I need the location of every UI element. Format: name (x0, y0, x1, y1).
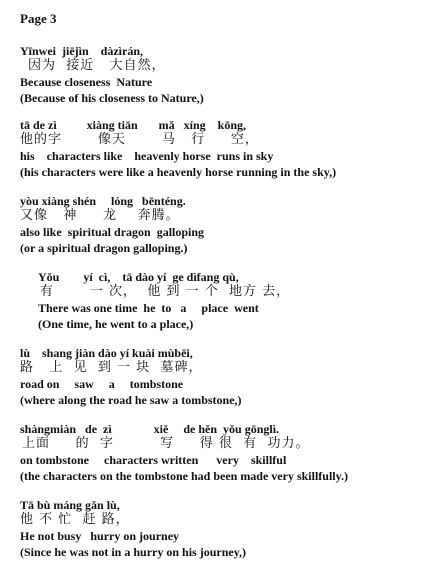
hanzi-line: 因为 接近 大自然， (28, 58, 166, 73)
pinyin-line: yòu xiàng shén lóng bēnténg. (20, 194, 186, 208)
gloss-line: on tombstone characters written very skillful (20, 453, 287, 467)
pinyin-line: Tā bù máng gǎn lù, (20, 498, 120, 512)
hanzi-line: 又像 神 龙 奔腾。 (20, 208, 180, 223)
translation-line: (One time, he went to a place,) (38, 317, 194, 331)
hanzi-line: 路 上 见 到 一 块 墓碑， (20, 360, 203, 375)
pinyin-line: Yǒu yí cì, tā dào yí ge dìfang qù, (38, 270, 239, 284)
translation-line: (where along the road he saw a tombstone,) (20, 393, 242, 407)
gloss-line: There was one time he to a place went (38, 301, 259, 315)
translation-line: (or a spiritual dragon galloping.) (20, 241, 188, 255)
hanzi-line: 有 一 次， 他 到 一 个 地方 去， (40, 284, 291, 299)
pinyin-line: shàngmiàn de zì xiě de hěn yǒu gōnglì. (20, 422, 280, 436)
gloss-line: his characters like heavenly horse runs in sky (20, 149, 274, 163)
gloss-line: road on saw a tombstone (20, 377, 184, 391)
pinyin-line: lù shang jiàn dào yí kuài mùbēi, (20, 346, 193, 360)
translation-line: (the characters on the tombstone had been made very skillfully.) (20, 469, 348, 483)
gloss-line: He not busy hurry on journey (20, 529, 180, 543)
translation-line: (Since he was not in a hurry on his journey,) (20, 545, 247, 559)
gloss-line: Because closeness Nature (20, 75, 153, 89)
translation-line: (his characters were like a heavenly horse running in the sky,) (20, 165, 337, 179)
page-label: Page 3 (20, 11, 57, 26)
gloss-line: also like spiritual dragon galloping (20, 225, 205, 239)
hanzi-line: 他的字 像天 马 行 空， (20, 132, 259, 147)
hanzi-line: 他 不 忙 赶 路， (20, 512, 130, 527)
hanzi-line: 上面 的 字 写 得 很 有 功力。 (22, 436, 310, 451)
pinyin-line: Yīnwei jiējìn dàzìrán, (20, 44, 143, 58)
translation-line: (Because of his closeness to Nature,) (20, 91, 204, 105)
pinyin-line: tā de zì xiàng tiān mǎ xíng kōng, (20, 118, 247, 132)
